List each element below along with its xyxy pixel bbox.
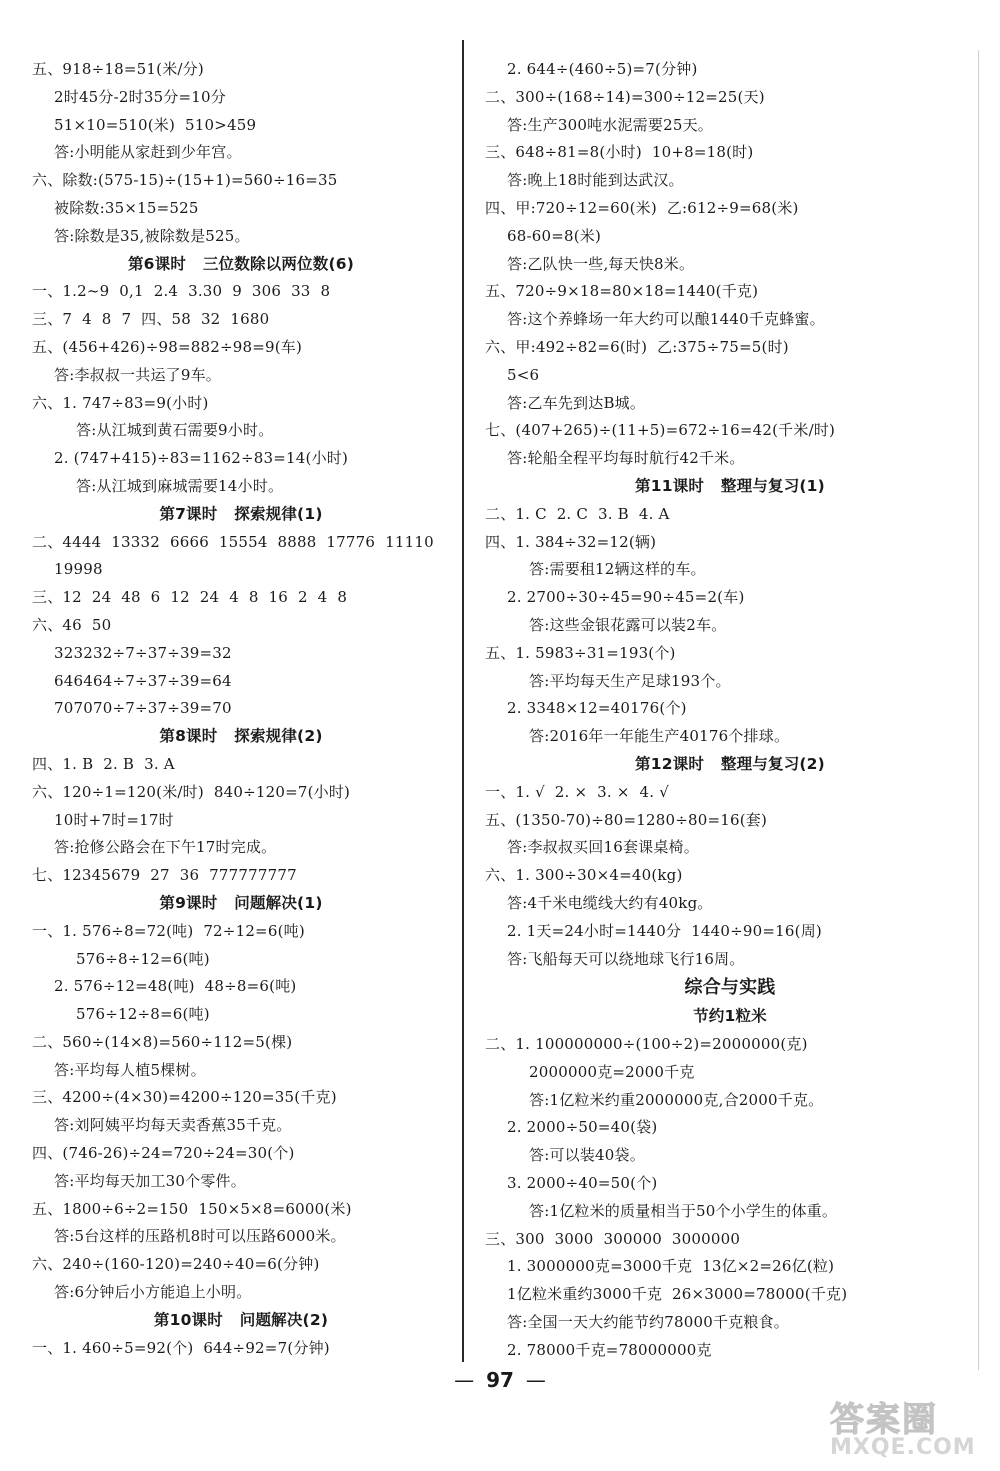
watermark-logo	[830, 1392, 990, 1467]
answer-line: 576÷12÷8=6(吨)	[76, 1005, 210, 1024]
answer-line: 五、1800÷6÷2=150 150×5×8=6000(米)	[32, 1199, 352, 1218]
answer-line: 答:平均每人植5棵树。	[54, 1060, 206, 1079]
answer-line: 答:刘阿姨平均每天卖香蕉35千克。	[54, 1116, 292, 1135]
lesson-heading: 第8课时 探索规律(2)	[159, 727, 323, 746]
answer-line: 19998	[54, 560, 103, 579]
answer-line: 二、300÷(168÷14)=300÷12=25(天)	[485, 87, 765, 106]
answer-line: 5<6	[507, 365, 540, 384]
lesson-heading: 第11课时 整理与复习(1)	[635, 476, 825, 495]
answer-line: 二、1. C 2. C 3. B 4. A	[485, 504, 670, 523]
answer-line: 答:抢修公路会在下午17时完成。	[54, 838, 277, 857]
answer-line: 答:1亿粒米的质量相当于50个小学生的体重。	[529, 1201, 838, 1220]
lesson-heading: 第7课时 探索规律(1)	[159, 504, 323, 523]
answer-line: 2. 644÷(460÷5)=7(分钟)	[507, 60, 698, 78]
answer-line: 七、12345679 27 36 777777777	[32, 866, 297, 885]
lesson-heading: 第9课时 问题解决(1)	[159, 893, 323, 912]
answer-line: 答:乙队快一些,每天快8米。	[507, 254, 695, 273]
answer-line: 六、46 50	[32, 615, 112, 634]
answer-line: 三、4200÷(4×30)=4200÷120=35(千克)	[32, 1088, 337, 1107]
answer-line: 答:平均每天生产足球193个。	[529, 671, 731, 690]
answer-line: 2. 2700÷30÷45=90÷45=2(车)	[507, 588, 745, 607]
answer-line: 被除数:35×15=525	[54, 198, 199, 217]
column-divider	[462, 40, 464, 1362]
answer-line: 答:从江城到黄石需要9小时。	[76, 421, 274, 440]
answer-line: 576÷8÷12=6(吨)	[76, 949, 210, 968]
answer-line: 一、1. 460÷5=92(个) 644÷92=7(分钟)	[32, 1338, 330, 1357]
answer-line: 323232÷7÷37÷39=32	[54, 643, 232, 662]
answer-line: 四、1. 384÷32=12(辆)	[485, 532, 657, 551]
answer-line: 三、12 24 48 6 12 24 4 8 16 2 4 8	[32, 588, 348, 607]
answer-line: 六、240÷(160-120)=240÷40=6(分钟)	[32, 1255, 320, 1274]
answer-line: 六、120÷1=120(米/时) 840÷120=7(小时)	[32, 782, 351, 801]
answer-line: 10时+7时=17时	[54, 810, 174, 829]
answer-line: 2时45分-2时35分=10分	[54, 87, 226, 106]
answer-line: 答:这个养蜂场一年大约可以酿1440千克蜂蜜。	[507, 310, 825, 329]
page-number-dash-right: —	[525, 1368, 546, 1392]
page-number-dash-left: —	[454, 1368, 475, 1392]
answer-line: 二、560÷(14×8)=560÷112=5(棵)	[32, 1032, 293, 1051]
answer-line: 二、1. 100000000÷(100÷2)=2000000(克)	[485, 1035, 808, 1054]
answer-line: 答:平均每天加工30个零件。	[54, 1171, 246, 1190]
answer-line: 2. (747+415)÷83=1162÷83=14(小时)	[54, 449, 349, 468]
right-column	[485, 56, 975, 1365]
answer-line: 答:可以装40袋。	[529, 1146, 645, 1165]
answer-line: 2. 2000÷50=40(袋)	[507, 1118, 658, 1137]
answer-line: 答:需要租12辆这样的车。	[529, 560, 706, 579]
answer-line: 答:2016年一年能生产40176个排球。	[529, 727, 790, 746]
answer-line: 五、(1350-70)÷80=1280÷80=16(套)	[485, 810, 768, 829]
answer-line: 答:这些金银花露可以装2车。	[529, 615, 727, 634]
answer-line: 答:1亿粒米约重2000000克,合2000千克。	[529, 1090, 824, 1109]
answer-line: 三、7 4 8 7 四、58 32 1680	[32, 310, 270, 329]
answer-line: 六、除数:(575-15)÷(15+1)=560÷16=35	[32, 171, 338, 190]
answer-line: 2000000克=2000千克	[529, 1062, 695, 1081]
answer-line: 答:轮船全程平均每时航行42千米。	[507, 449, 745, 468]
page-number	[0, 1368, 1000, 1392]
answer-line: 七、(407+265)÷(11+5)=672÷16=42(千米/时)	[485, 421, 836, 440]
answer-line: 五、1. 5983÷31=193(个)	[485, 643, 676, 662]
answer-line: 3. 2000÷40=50(个)	[507, 1174, 658, 1193]
page-edge-line	[978, 50, 979, 1370]
answer-line: 四、1. B 2. B 3. A	[32, 754, 175, 773]
answer-line: 68-60=8(米)	[507, 226, 602, 245]
answer-line: 答:小明能从家赶到少年宫。	[54, 143, 242, 162]
page-number-value: 97	[486, 1368, 514, 1392]
answer-line: 2. 3348×12=40176(个)	[507, 699, 687, 718]
answer-line: 51×10=510(米) 510>459	[54, 115, 257, 134]
lesson-heading: 节约1粒米	[693, 1007, 767, 1026]
answer-line: 六、1. 747÷83=9(小时)	[32, 393, 209, 412]
section-title: 综合与实践	[684, 977, 776, 999]
answer-line: 答:6分钟后小方能追上小明。	[54, 1283, 252, 1302]
answer-line: 一、1. 576÷8=72(吨) 72÷12=6(吨)	[32, 921, 305, 940]
lesson-heading: 第10课时 问题解决(2)	[153, 1310, 329, 1329]
answer-line: 1亿粒米重约3000千克 26×3000=78000(千克)	[507, 1285, 848, 1304]
lesson-heading: 第12课时 整理与复习(2)	[635, 754, 825, 773]
answer-line: 一、1. √ 2. × 3. × 4. √	[485, 782, 669, 801]
answer-line: 三、300 3000 300000 3000000	[485, 1229, 741, 1248]
answer-line: 答:生产300吨水泥需要25天。	[507, 115, 713, 134]
answer-line: 2. 78000千克=78000000克	[507, 1340, 712, 1359]
answer-line: 六、1. 300÷30×4=40(kg)	[485, 866, 683, 885]
answer-line: 四、甲:720÷12=60(米) 乙:612÷9=68(米)	[485, 198, 799, 217]
answer-line: 2. 576÷12=48(吨) 48÷8=6(吨)	[54, 977, 297, 996]
answer-line: 三、648÷81=8(小时) 10+8=18(时)	[485, 143, 754, 162]
answer-line: 答:5台这样的压路机8时可以压路6000米。	[54, 1227, 346, 1246]
answer-line: 五、918÷18=51(米/分)	[32, 60, 204, 78]
watermark-bottom-text: MXQE.COM	[830, 1435, 976, 1460]
answer-line: 一、1.2~9 0,1 2.4 3.30 9 306 33 8	[32, 282, 331, 301]
lesson-heading: 第6课时 三位数除以两位数(6)	[127, 254, 355, 273]
answer-line: 答:4千米电缆线大约有40kg。	[507, 893, 713, 912]
answer-line: 二、4444 13332 6666 15554 8888 17776 11110	[32, 532, 434, 551]
answer-line: 答:晚上18时能到达武汉。	[507, 171, 684, 190]
answer-line: 五、(456+426)÷98=882÷98=9(车)	[32, 337, 303, 356]
answer-line: 646464÷7÷37÷39=64	[54, 671, 232, 690]
answer-line: 答:飞船每天可以绕地球飞行16周。	[507, 949, 745, 968]
answer-line: 1. 3000000克=3000千克 13亿×2=26亿(粒)	[507, 1257, 835, 1276]
answer-line: 2. 1天=24小时=1440分 1440÷90=16(周)	[507, 921, 822, 940]
answer-line: 答:乙车先到达B城。	[507, 393, 646, 412]
answer-line: 答:从江城到麻城需要14小时。	[76, 476, 284, 495]
answer-line: 707070÷7÷37÷39=70	[54, 699, 232, 718]
answer-line: 四、(746-26)÷24=720÷24=30(个)	[32, 1144, 295, 1163]
answer-line: 答:李叔叔买回16套课桌椅。	[507, 838, 699, 857]
answer-line: 答:全国一天大约能节约78000千克粮食。	[507, 1313, 789, 1332]
answer-line: 六、甲:492÷82=6(时) 乙:375÷75=5(时)	[485, 337, 789, 356]
answer-line: 答:除数是35,被除数是525。	[54, 226, 250, 245]
watermark-top-text: 答案圈	[830, 1400, 938, 1440]
answer-line: 答:李叔叔一共运了9车。	[54, 365, 221, 384]
left-column	[32, 56, 450, 1362]
answer-line: 五、720÷9×18=80×18=1440(千克)	[485, 282, 759, 301]
